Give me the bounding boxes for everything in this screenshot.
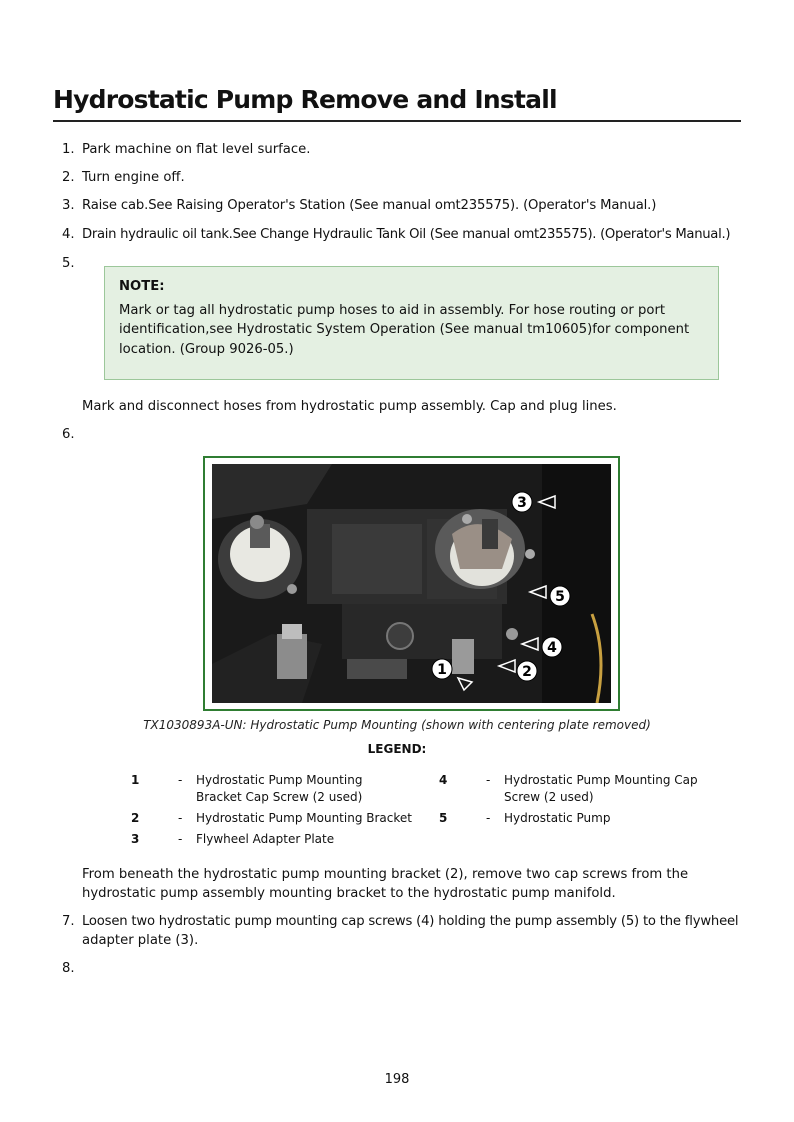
figure-caption: TX1030893A-UN: Hydrostatic Pump Mounting (shown with centering plate removed): [143, 718, 651, 732]
page-title: Hydrostatic Pump Remove and Install: [53, 85, 741, 122]
legend-item-3: [131, 831, 411, 848]
step-5-text: Mark and disconnect hoses from hydrostatic pump assembly. Cap and plug lines.: [82, 399, 617, 414]
step-number: 1.: [62, 142, 75, 157]
callout-5: 5: [555, 589, 565, 605]
legend-item-4: [439, 772, 719, 806]
legend-dash: -: [486, 811, 491, 825]
legend-item-2: [131, 810, 411, 827]
legend-dash: -: [178, 773, 183, 787]
callout-2: 2: [522, 664, 532, 680]
step-number: 7.: [62, 914, 75, 929]
legend-dash: -: [178, 832, 183, 846]
legend-number: 2: [131, 811, 140, 825]
legend-item-1: [131, 772, 411, 806]
step-6-text-line: From beneath the hydrostatic pump mounting bracket (2), remove two cap screws from the: [82, 867, 689, 882]
legend-title: LEGEND:: [367, 742, 427, 756]
legend-text: Flywheel Adapter Plate: [196, 832, 335, 846]
pump-photo: [212, 464, 611, 703]
note-title: NOTE:: [119, 279, 165, 294]
note-line: Mark or tag all hydrostatic pump hoses to aid in assembly. For hose routing or port: [119, 302, 666, 318]
callout-4: 4: [547, 640, 557, 656]
step-7-text-line: adapter plate (3).: [82, 933, 199, 948]
step-number: 8.: [62, 961, 75, 976]
step-number: 6.: [62, 427, 75, 442]
legend-text: Hydrostatic Pump: [504, 811, 611, 825]
legend-text: Hydrostatic Pump Mounting Cap Screw (2 used): [504, 773, 698, 804]
step-number: 2.: [62, 170, 75, 185]
legend-number: 4: [439, 773, 448, 787]
step-number: 3.: [62, 198, 75, 213]
step-6-text-line: hydrostatic pump assembly mounting bracket to the hydrostatic pump manifold.: [82, 886, 616, 901]
step-text: Park machine on flat level surface.: [82, 142, 311, 157]
legend-number: 3: [131, 832, 140, 846]
step-number: 4.: [62, 227, 75, 242]
note-line: identification,see Hydrostatic System Operation (See manual tm10605)for component: [119, 322, 690, 337]
note-line: location. (Group 9026-05.): [119, 341, 294, 357]
legend-number: 5: [439, 811, 448, 825]
figure-hydrostatic-pump-mounting: [203, 456, 620, 711]
step-text: Turn engine off.: [82, 170, 185, 185]
legend-text: Hydrostatic Pump Mounting Bracket: [196, 811, 412, 825]
page-number: 198: [384, 1072, 410, 1087]
step-number: 5.: [62, 256, 75, 271]
callout-1: 1: [437, 662, 447, 678]
note-box: [104, 266, 719, 380]
callout-3: 3: [517, 495, 527, 511]
legend-number: 1: [131, 773, 140, 787]
legend-dash: -: [486, 773, 491, 787]
step-text: Drain hydraulic oil tank.See Change Hydraulic Tank Oil (See manual omt235575). (Operator's Manual.): [82, 227, 731, 242]
legend-text: Hydrostatic Pump Mounting Bracket Cap Screw (2 used): [196, 773, 363, 804]
legend-dash: -: [178, 811, 183, 825]
legend-item-5: [439, 810, 719, 827]
step-text: Raise cab.See Raising Operator's Station (See manual omt235575). (Operator's Manual.): [82, 198, 657, 213]
step-text-line: Loosen two hydrostatic pump mounting cap screws (4) holding the pump assembly (5) to the flywheel: [82, 914, 739, 929]
